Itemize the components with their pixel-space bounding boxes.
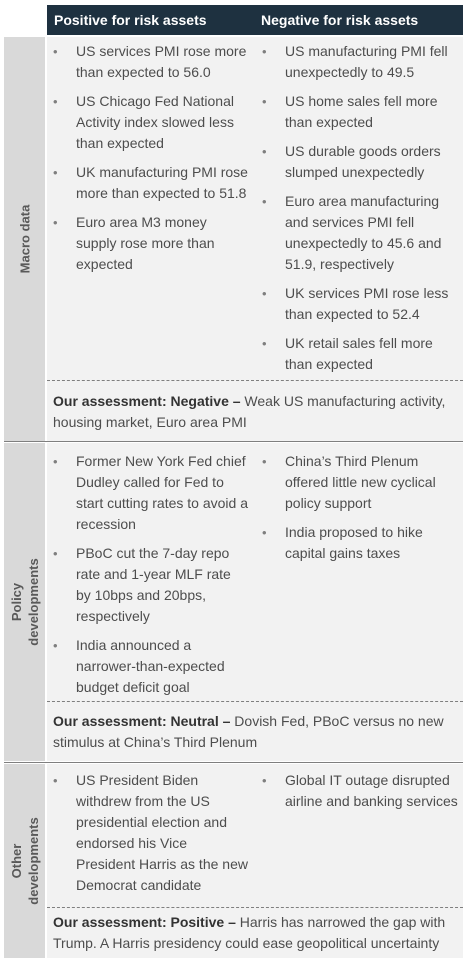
list-item: • UK services PMI rose less than expected to 52.4 [262,285,449,322]
assessment-text: Dovish Fed, PBoC versus no new stimulus at China’s Third Plenum [53,713,444,750]
macro-data-label: Macro data [17,204,32,274]
assessment-label: Our assessment: Negative – [53,393,241,409]
list-item: • US services PMI rose more than expected to 56.0 [53,43,247,80]
assessment-label: Our assessment: Positive – [53,914,236,930]
section-label-macro-data [4,37,45,441]
divider-dashed [47,907,463,908]
other-label: Other developments [8,817,41,905]
list-item: • US home sales fell more than expected [262,93,438,130]
policy-label: Policy developments [8,558,41,646]
list-item: • UK manufacturing PMI rose more than expected to 51.8 [53,164,248,201]
policy-negative-list [262,451,458,564]
assessment-text: Weak US manufacturing activity, housing market, Euro area PMI [53,393,446,430]
header-positive: Positive for risk assets [54,12,207,28]
table-header [47,5,463,35]
list-item: • US durable goods orders slumped unexpectedly [262,143,441,180]
section-label-policy [4,443,45,761]
list-item: • UK retail sales fell more than expected [262,335,433,372]
assessment-label: Our assessment: Neutral – [53,713,231,729]
list-item: • India proposed to hike capital gains taxes [262,524,423,561]
divider-solid [4,441,463,442]
section-other [47,764,463,958]
policy-positive-list [53,451,249,698]
section-label-other [4,764,45,958]
divider-dashed [47,380,463,381]
assessment-text: Harris has narrowed the gap with Trump. A Harris presidency could ease geopolitical uncertainty [53,914,446,951]
list-item: • China’s Third Plenum offered little new cyclical policy support [262,453,436,511]
other-positive-list [53,770,249,896]
macro-positive-list [53,41,249,275]
list-item: • Euro area manufacturing and services PMI fell unexpectedly to 45.6 and 51.9, respectively [262,193,442,272]
policy-assessment [53,711,458,753]
divider-dashed [47,701,463,702]
list-item: • US manufacturing PMI fell unexpectedly to 49.5 [262,43,448,80]
list-item: • Former New York Fed chief Dudley called for Fed to start cutting rates to avoid a recession [53,453,248,532]
header-negative: Negative for risk assets [261,12,419,28]
list-item: • India announced a narrower-than-expected budget deficit goal [53,637,225,695]
list-item: • US Chicago Fed National Activity index slowed less than expected [53,93,234,151]
macro-assessment [53,391,458,433]
other-assessment [53,912,458,954]
list-item: • US President Biden withdrew from the US presidential election and endorsed his Vice President Harris as the new Democrat candidate [53,772,248,893]
divider-solid [4,762,463,763]
section-policy [47,443,463,761]
list-item: • Global IT outage disrupted airline and banking services [262,772,458,809]
list-item: • PBoC cut the 7-day repo rate and 1-year MLF rate by 10bps and 20bps, respectively [53,545,231,624]
macro-negative-list [262,41,458,375]
other-negative-list [262,770,458,812]
list-item: • Euro area M3 money supply rose more than expected [53,214,215,272]
